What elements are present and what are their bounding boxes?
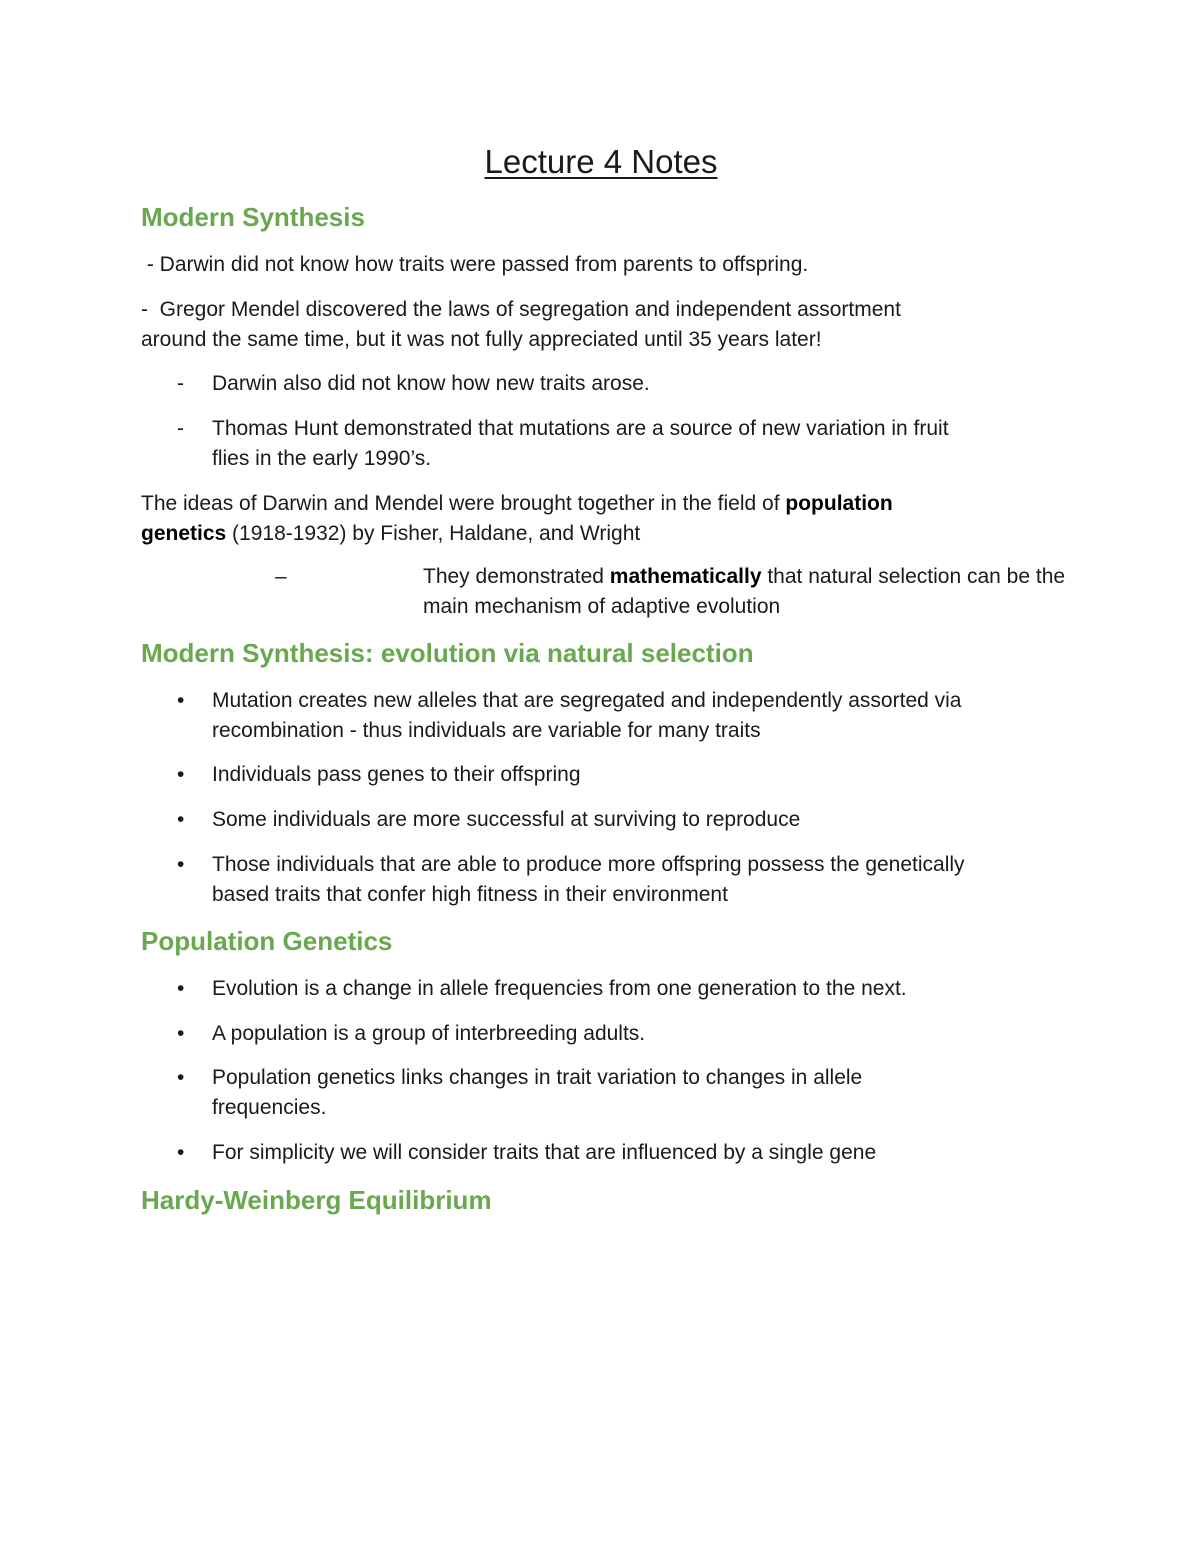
bullet-marker: • (177, 808, 185, 831)
list-item-text: Those individuals that are able to produce more offspring possess the genetically based traits that confer high fitness in their environment (212, 853, 965, 906)
bullet-marker: • (177, 1022, 185, 1045)
sub-item-text: They demonstrated mathematically that natural selection can be the main mechanism of adaptive evolution (423, 565, 1066, 618)
bullet-marker: • (177, 977, 185, 1000)
note-line-darwin-traits: - Darwin did not know how traits were passed from parents to offspring. (141, 253, 809, 276)
list-item-text: Individuals pass genes to their offspring (212, 763, 581, 786)
list-item-text: Population genetics links changes in trait variation to changes in allele frequencies. (212, 1066, 863, 1119)
list-item-text: Thomas Hunt demonstrated that mutations are a source of new variation in fruit flies in the early 1990’s. (212, 417, 949, 470)
list-item-text: A population is a group of interbreeding adults. (212, 1022, 646, 1045)
bullet-marker: • (177, 853, 185, 876)
list-item-text: Mutation creates new alleles that are segregated and independently assorted via recombination - thus individuals are variable for many traits (212, 689, 962, 742)
dash-marker: - (177, 417, 184, 440)
heading-modern-synthesis: Modern Synthesis (141, 202, 365, 232)
page-title: Lecture 4 Notes (484, 143, 718, 180)
list-item-text: Evolution is a change in allele frequencies from one generation to the next. (212, 977, 907, 1000)
note-line-mendel-1: - Gregor Mendel discovered the laws of segregation and independent assortment (141, 298, 901, 321)
paragraph-population-genetics: The ideas of Darwin and Mendel were brought together in the field of population genetics (1918-1932) by Fisher, Haldane, and Wright (141, 492, 893, 545)
dash-marker: - (177, 372, 184, 395)
heading-hardy-weinberg: Hardy-Weinberg Equilibrium (141, 1185, 492, 1215)
heading-evolution-natural-selection: Modern Synthesis: evolution via natural selection (141, 638, 754, 668)
bullet-marker: • (177, 1066, 185, 1089)
dash-marker: – (275, 565, 287, 588)
list-item-text: For simplicity we will consider traits that are influenced by a single gene (212, 1141, 877, 1164)
bullet-marker: • (177, 1141, 185, 1164)
bullet-marker: • (177, 689, 185, 712)
list-item-text: Darwin also did not know how new traits arose. (212, 372, 650, 395)
list-item-text: Some individuals are more successful at surviving to reproduce (212, 808, 801, 831)
heading-population-genetics: Population Genetics (141, 926, 393, 956)
note-line-mendel-2: around the same time, but it was not fully appreciated until 35 years later! (141, 328, 822, 351)
bullet-marker: • (177, 763, 185, 786)
